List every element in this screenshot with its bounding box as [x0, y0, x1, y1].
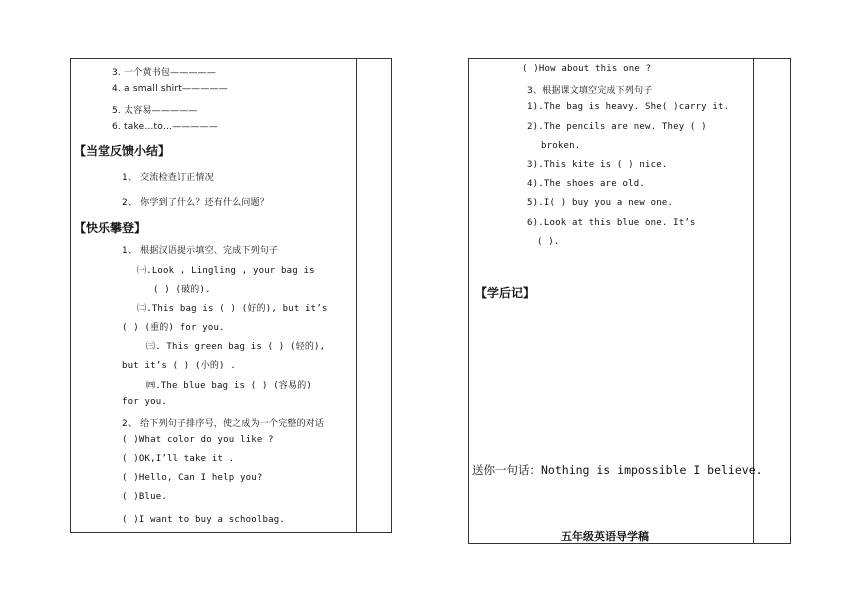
exercise-3-title: 3、根据课文填空完成下列句子	[527, 86, 653, 96]
dialogue-line-top: ( )How about this one ?	[522, 64, 652, 74]
exercise-1-line: ( ) (重的) for you.	[122, 323, 225, 333]
vocab-line-3: 3. 一个黄书包—————	[112, 68, 217, 78]
exercise-3-line: ( ).	[537, 237, 560, 247]
vocab-line-6: 6. take…to…—————	[112, 122, 219, 132]
exercise-3-line: 2).The pencils are new. They ( )	[527, 122, 707, 132]
exercise-3-line: 1).The bag is heavy. She( )carry it.	[527, 102, 730, 112]
dialogue-line: ( )What color do you like ?	[122, 435, 274, 445]
section-feedback-heading: 【当堂反馈小结】	[74, 144, 171, 158]
feedback-item-1: 1、 交流检查订正情况	[122, 173, 214, 183]
section-notes-heading: 【学后记】	[475, 286, 536, 300]
exercise-1-line: ㈠.Look , Lingling , your bag is	[137, 266, 315, 276]
dialogue-line: ( )Blue.	[122, 492, 167, 502]
exercise-3-line: 4).The shoes are old.	[527, 179, 645, 189]
exercise-1-line: ( ) (破的).	[153, 285, 211, 295]
exercise-3-line: 6).Look at this blue one. It’s	[527, 218, 696, 228]
exercise-1-line: ㈢. This green bag is ( ) (轻的),	[146, 342, 326, 352]
vocab-line-5: 5. 太容易—————	[112, 106, 198, 116]
dialogue-line: ( )OK,I’ll take it .	[122, 454, 235, 464]
footer-title: 五年级英语导学稿	[561, 530, 649, 543]
left-panel-divider	[356, 59, 357, 532]
exercise-1-line: ㈡.This bag is ( ) (好的), but it’s	[137, 304, 328, 314]
dialogue-line: ( )Hello, Can I help you?	[122, 473, 263, 483]
feedback-item-2: 2、 你学到了什么？还有什么问题？	[122, 198, 269, 208]
vocab-line-4: 4. a small shirt—————	[112, 84, 228, 94]
section-climb-heading: 【快乐攀登】	[74, 221, 147, 235]
motto-line: 送你一句话：Nothing is impossible I believe.	[472, 463, 763, 477]
dialogue-line: ( )I want to buy a schoolbag.	[122, 515, 285, 525]
exercise-1-line: for you.	[122, 397, 167, 407]
exercise-3-line: broken.	[541, 141, 581, 151]
exercise-3-line: 5).I( ) buy you a new one.	[527, 198, 674, 208]
exercise-2-title: 2、 给下列句子排序号，使之成为一个完整的对话	[122, 419, 325, 429]
exercise-1-title: 1、 根据汉语提示填空、完成下列句子	[122, 246, 279, 256]
exercise-1-line: but it’s ( ) (小的) .	[122, 361, 236, 371]
exercise-3-line: 3).This kite is ( ) nice.	[527, 160, 668, 170]
exercise-1-line: ㈣.The blue bag is ( ) (容易的)	[146, 381, 313, 391]
